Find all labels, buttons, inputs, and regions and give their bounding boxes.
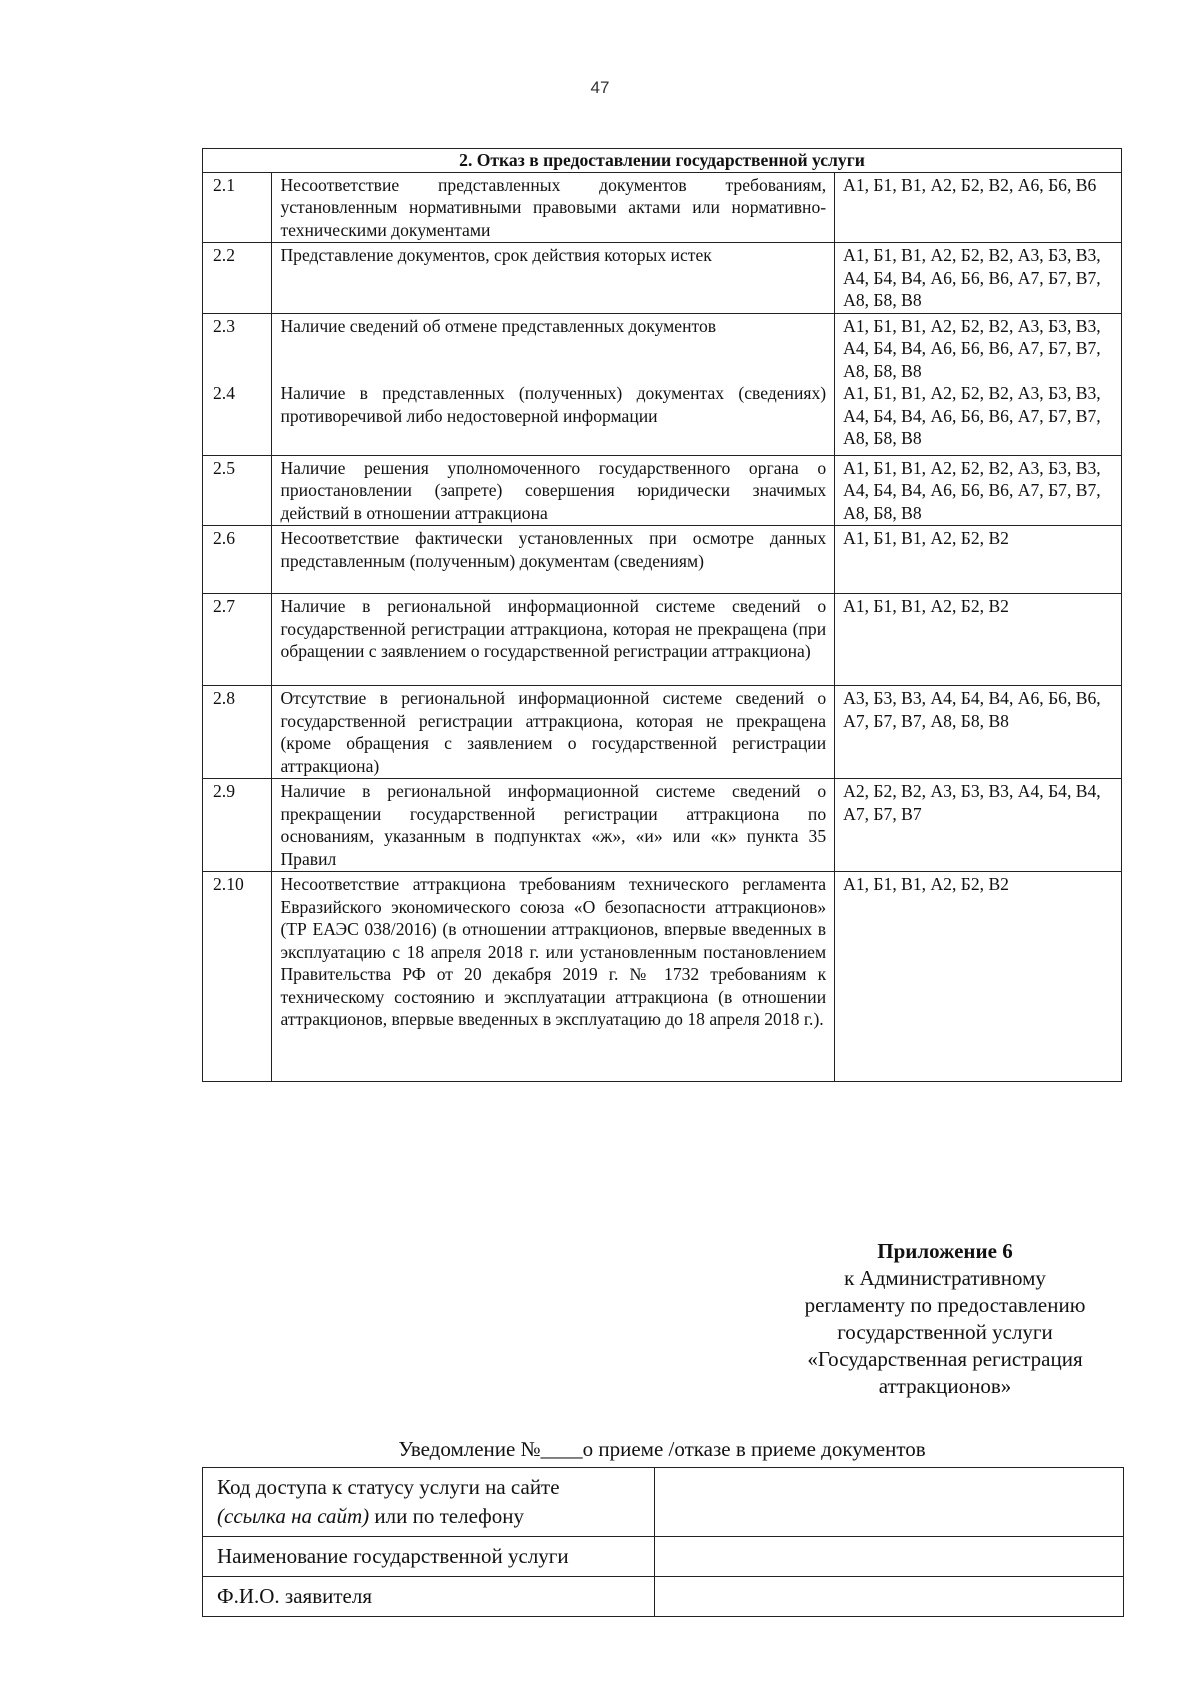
appendix-line: государственной услуги [837, 1320, 1053, 1344]
row-number: 2.9 [203, 779, 272, 872]
row-description: Представление документов, срок действия которых истек [272, 243, 835, 314]
service-name-value [655, 1537, 1124, 1577]
table-row [203, 594, 1122, 686]
row-codes: А1, Б1, В1, А2, Б2, В2, А3, Б3, В3, А4, Б4, В4, А6, Б6, В6, А7, Б7, В7, А8, Б8, В8 [843, 383, 1101, 448]
appendix-title: Приложение 6 [877, 1239, 1013, 1263]
appendix-line: аттракционов» [878, 1374, 1012, 1398]
row-number: 2.5 [203, 455, 272, 526]
table-row [203, 526, 1122, 594]
row-number: 2.4 [213, 383, 235, 403]
row-number: 2.8 [203, 686, 272, 779]
table-row [203, 172, 1122, 243]
appendix-line: регламенту по предоставлению [804, 1293, 1086, 1317]
appendix-line: «Государственная регистрация [807, 1347, 1083, 1371]
table-row [203, 686, 1122, 779]
table-row [203, 779, 1122, 872]
table-row [203, 872, 1122, 1082]
applicant-name-value [655, 1577, 1124, 1617]
table-row [203, 455, 1122, 526]
row-codes: А1, Б1, В1, А2, Б2, В2 [835, 872, 1122, 1082]
table-header-row [203, 149, 1122, 173]
notice-form-table [202, 1467, 1124, 1617]
row-codes: А1, Б1, В1, А2, Б2, В2, А3, Б3, В3, А4, Б4, В4, А6, Б6, В6, А7, Б7, В7, А8, Б8, В8 [835, 243, 1122, 314]
form-row-service-name [203, 1537, 1124, 1577]
row-codes: А1, Б1, В1, А2, Б2, В2 [835, 594, 1122, 686]
row-codes: А2, Б2, В2, А3, Б3, В3, А4, Б4, В4, А7, Б7, В7 [835, 779, 1122, 872]
appendix-line: к Административному [844, 1266, 1046, 1290]
row-description: Наличие решения уполномоченного государственного органа о приостановлении (запрете) совершения юридически значимых действий в отношении аттракциона [272, 455, 835, 526]
row-codes: А1, Б1, В1, А2, Б2, В2, А3, Б3, В3, А4, Б4, В4, А6, Б6, В6, А7, Б7, В7, А8, Б8, В8 [843, 315, 1101, 381]
row-description: Наличие в представленных (полученных) документах (сведениях) противоречивой либо недостоверной информации [280, 383, 827, 426]
row-description: Наличие в региональной информационной системе сведений о государственной регистрации аттракциона, которая не прекращена (при обращении с заявлением о государственной регистрации аттракциона) [272, 594, 835, 686]
site-link-text: (ссылка на сайт) [217, 1504, 370, 1528]
row-description: Наличие сведений об отмене представленных документов [280, 315, 717, 336]
row-number: 2.1 [203, 172, 272, 243]
appendix-heading [750, 1238, 1140, 1400]
row-number: 2.3 [213, 315, 235, 336]
row-description: Наличие в региональной информационной системе сведений о прекращении государственной регистрации аттракциона по основаниям, указанным в подпунктах «ж», «и» или «к» пункта 35 Правил [272, 779, 835, 872]
row-codes: А1, Б1, В1, А2, Б2, В2, А3, Б3, В3, А4, Б4, В4, А6, Б6, В6, А7, Б7, В7, А8, Б8, В8 [835, 455, 1122, 526]
row-codes: А3, Б3, В3, А4, Б4, В4, А6, Б6, В6, А7, Б7, В7, А8, Б8, В8 [835, 686, 1122, 779]
row-description: Несоответствие фактически установленных при осмотре данных представленным (полученным) документам (сведениям) [272, 526, 835, 594]
row-codes: А1, Б1, В1, А2, Б2, В2 [835, 526, 1122, 594]
refusal-table [202, 148, 1122, 1082]
form-row-access-code [203, 1468, 1124, 1537]
row-description: Несоответствие представленных документов требованиям, установленным нормативными правовыми актами или нормативно-техническими документами [272, 172, 835, 243]
applicant-name-label: Ф.И.О. заявителя [203, 1577, 655, 1617]
table-row [203, 313, 1122, 455]
row-number: 2.6 [203, 526, 272, 594]
access-code-value [655, 1468, 1124, 1537]
access-code-label: Код доступа к статусу услуги на сайте (ссылка на сайт) или по телефону [203, 1468, 655, 1537]
page-number: 47 [590, 78, 610, 97]
notice-title: Уведомление №____о приеме /отказе в приеме документов [398, 1437, 926, 1461]
row-number: 2.7 [203, 594, 272, 686]
row-description: Несоответствие аттракциона требованиям технического регламента Евразийского экономического союза «О безопасности аттракционов» (ТР ЕАЭС 038/2016) (в отношении аттракционов, впервые введенных в эксплуатацию с 18 апреля 2018 г. или установленным постановлением Правительства РФ от 20 декабря 2019 г. № 1732 требованиям к техническому состоянию и эксплуатации аттракциона (в отношении аттракционов, впервые введенных в эксплуатацию до 18 апреля 2018 г.). [272, 872, 835, 1082]
table-section-header: 2. Отказ в предоставлении государственной услуги [203, 149, 1122, 173]
service-name-label: Наименование государственной услуги [203, 1537, 655, 1577]
row-number: 2.2 [203, 243, 272, 314]
row-description: Отсутствие в региональной информационной системе сведений о государственной регистрации аттракциона, которая не прекращена (кроме обращения с заявлением о государственной регистрации аттракциона) [272, 686, 835, 779]
table-row [203, 243, 1122, 314]
form-row-applicant [203, 1577, 1124, 1617]
row-codes: А1, Б1, В1, А2, Б2, В2, А6, Б6, В6 [835, 172, 1122, 243]
row-number: 2.10 [203, 872, 272, 1082]
